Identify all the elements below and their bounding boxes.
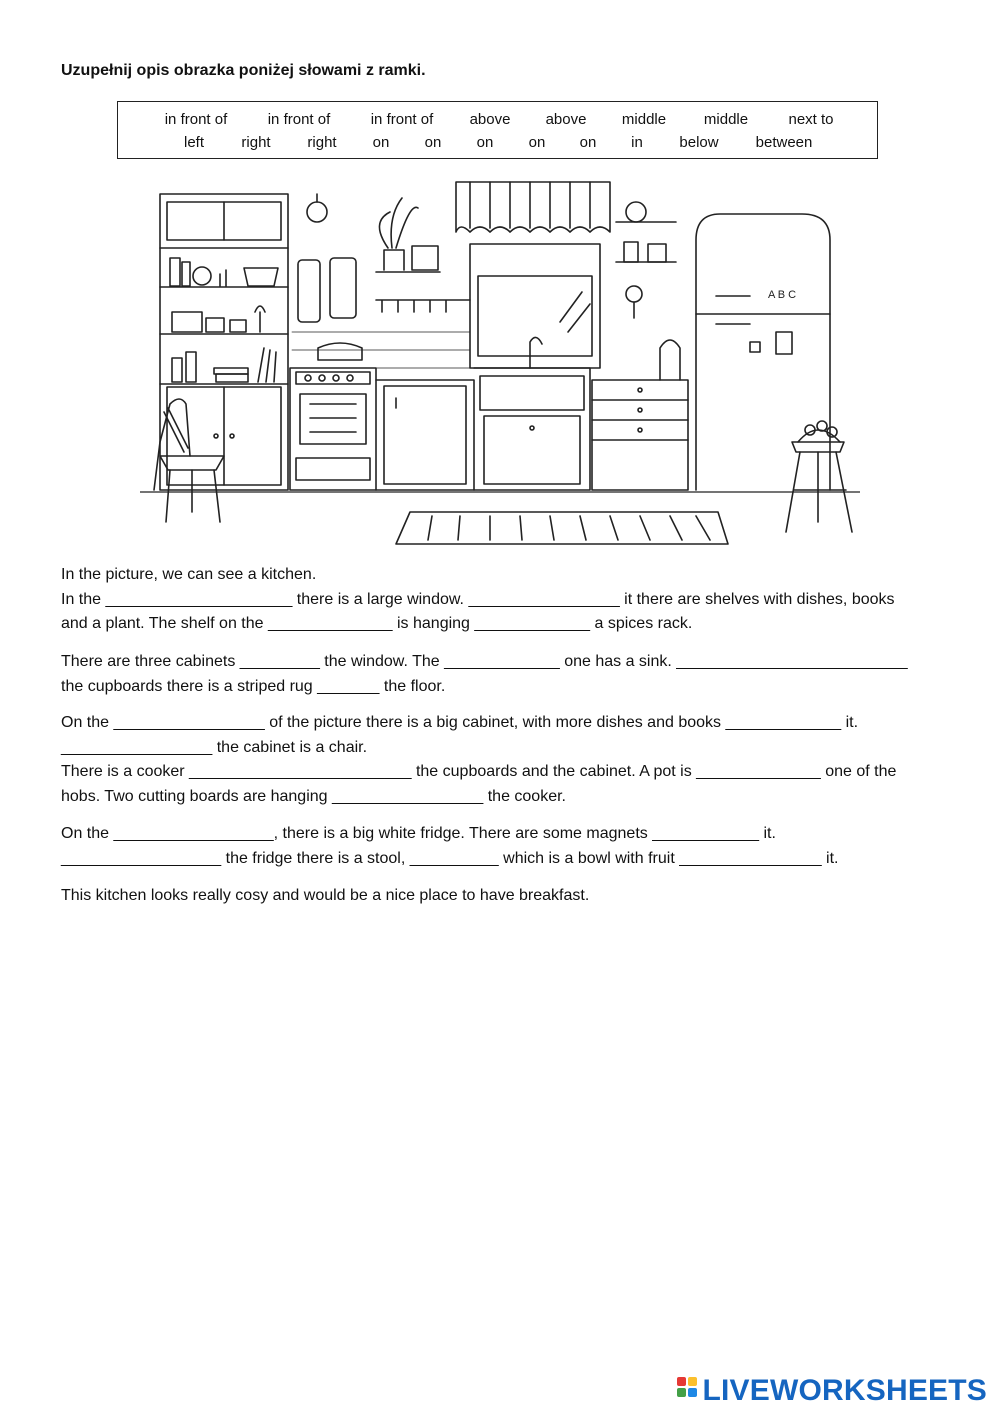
paragraph-3 bbox=[61, 711, 951, 809]
word-bank-item: right bbox=[307, 134, 337, 151]
word-bank-item: in front of bbox=[164, 111, 228, 128]
text-line: and a plant. The shelf on the ______________ is hanging _____________ a spices rack. bbox=[61, 615, 693, 632]
text-line: There is a cooker _________________________ the cupboards and the cabinet. A pot is ______________ one of the bbox=[61, 763, 897, 780]
sink-cabinet bbox=[474, 337, 590, 490]
word-bank-item: on bbox=[528, 134, 546, 151]
word-bank-item: on bbox=[476, 134, 494, 151]
word-bank-item: on bbox=[424, 134, 442, 151]
liveworksheets-logo bbox=[677, 1374, 988, 1408]
brand-name: LIVEWORKSHEETS bbox=[702, 1374, 987, 1407]
text-line: In the _____________________ there is a large window. _________________ it there are shelves with dishes, books bbox=[61, 590, 895, 608]
text-line: On the _________________ of the picture there is a big cabinet, with more dishes and books _____________ it. bbox=[61, 714, 859, 731]
right-cupboard bbox=[592, 202, 688, 490]
logo-icon bbox=[677, 1377, 699, 1405]
word-bank-item: in front of bbox=[370, 111, 434, 128]
word-bank-item: next to bbox=[788, 111, 834, 128]
word-bank-item: right bbox=[241, 134, 271, 151]
paragraph-2 bbox=[61, 650, 951, 699]
chair bbox=[154, 399, 224, 522]
cutting-boards bbox=[298, 194, 356, 322]
text-line: _________________ the cabinet is a chair. bbox=[61, 738, 368, 756]
word-bank-row-2 bbox=[118, 134, 877, 154]
word-bank-item: above bbox=[545, 111, 587, 128]
paragraph-4 bbox=[61, 822, 951, 871]
word-bank-item: on bbox=[372, 134, 390, 151]
word-bank-item: on bbox=[579, 134, 597, 151]
word-bank-item: above bbox=[469, 111, 511, 128]
left-shelf-cabinet bbox=[160, 194, 288, 490]
cooker bbox=[290, 343, 376, 490]
text-line: This kitchen looks really cosy and would be a nice place to have breakfast. bbox=[61, 887, 590, 904]
text-line: In the picture, we can see a kitchen. bbox=[61, 566, 317, 583]
instruction-heading: Uzupełnij opis obrazka poniżej słowami z ramki. bbox=[61, 62, 426, 79]
word-bank-item: left bbox=[183, 134, 205, 151]
stool bbox=[786, 421, 852, 532]
paragraph-1 bbox=[61, 563, 951, 637]
word-bank-box bbox=[117, 101, 878, 159]
text-line: __________________ the fridge there is a stool, __________ which is a bowl with fruit ________________ it. bbox=[61, 849, 839, 867]
word-bank-item: in front of bbox=[267, 111, 331, 128]
paragraph-5 bbox=[61, 884, 951, 909]
window bbox=[456, 182, 610, 368]
text-line: the cupboards there is a striped rug _______ the floor. bbox=[61, 677, 446, 695]
word-bank-row-1 bbox=[118, 111, 877, 131]
left-cupboard bbox=[376, 380, 474, 490]
word-bank-item: below bbox=[679, 134, 719, 151]
fridge bbox=[696, 214, 830, 490]
text-line: There are three cabinets _________ the window. The _____________ one has a sink. __________________________ bbox=[61, 653, 908, 670]
kitchen-illustration bbox=[140, 172, 860, 552]
word-bank-item: between bbox=[755, 134, 813, 151]
text-line: On the __________________, there is a big white fridge. There are some magnets ____________ it. bbox=[61, 825, 776, 842]
striped-rug bbox=[396, 512, 728, 544]
text-line: hobs. Two cutting boards are hanging _________________ the cooker. bbox=[61, 787, 566, 805]
word-bank-item: middle bbox=[621, 111, 667, 128]
fridge-magnet-letters: A B C bbox=[768, 289, 797, 301]
word-bank-item: in bbox=[631, 134, 643, 151]
word-bank-item: middle bbox=[703, 111, 749, 128]
